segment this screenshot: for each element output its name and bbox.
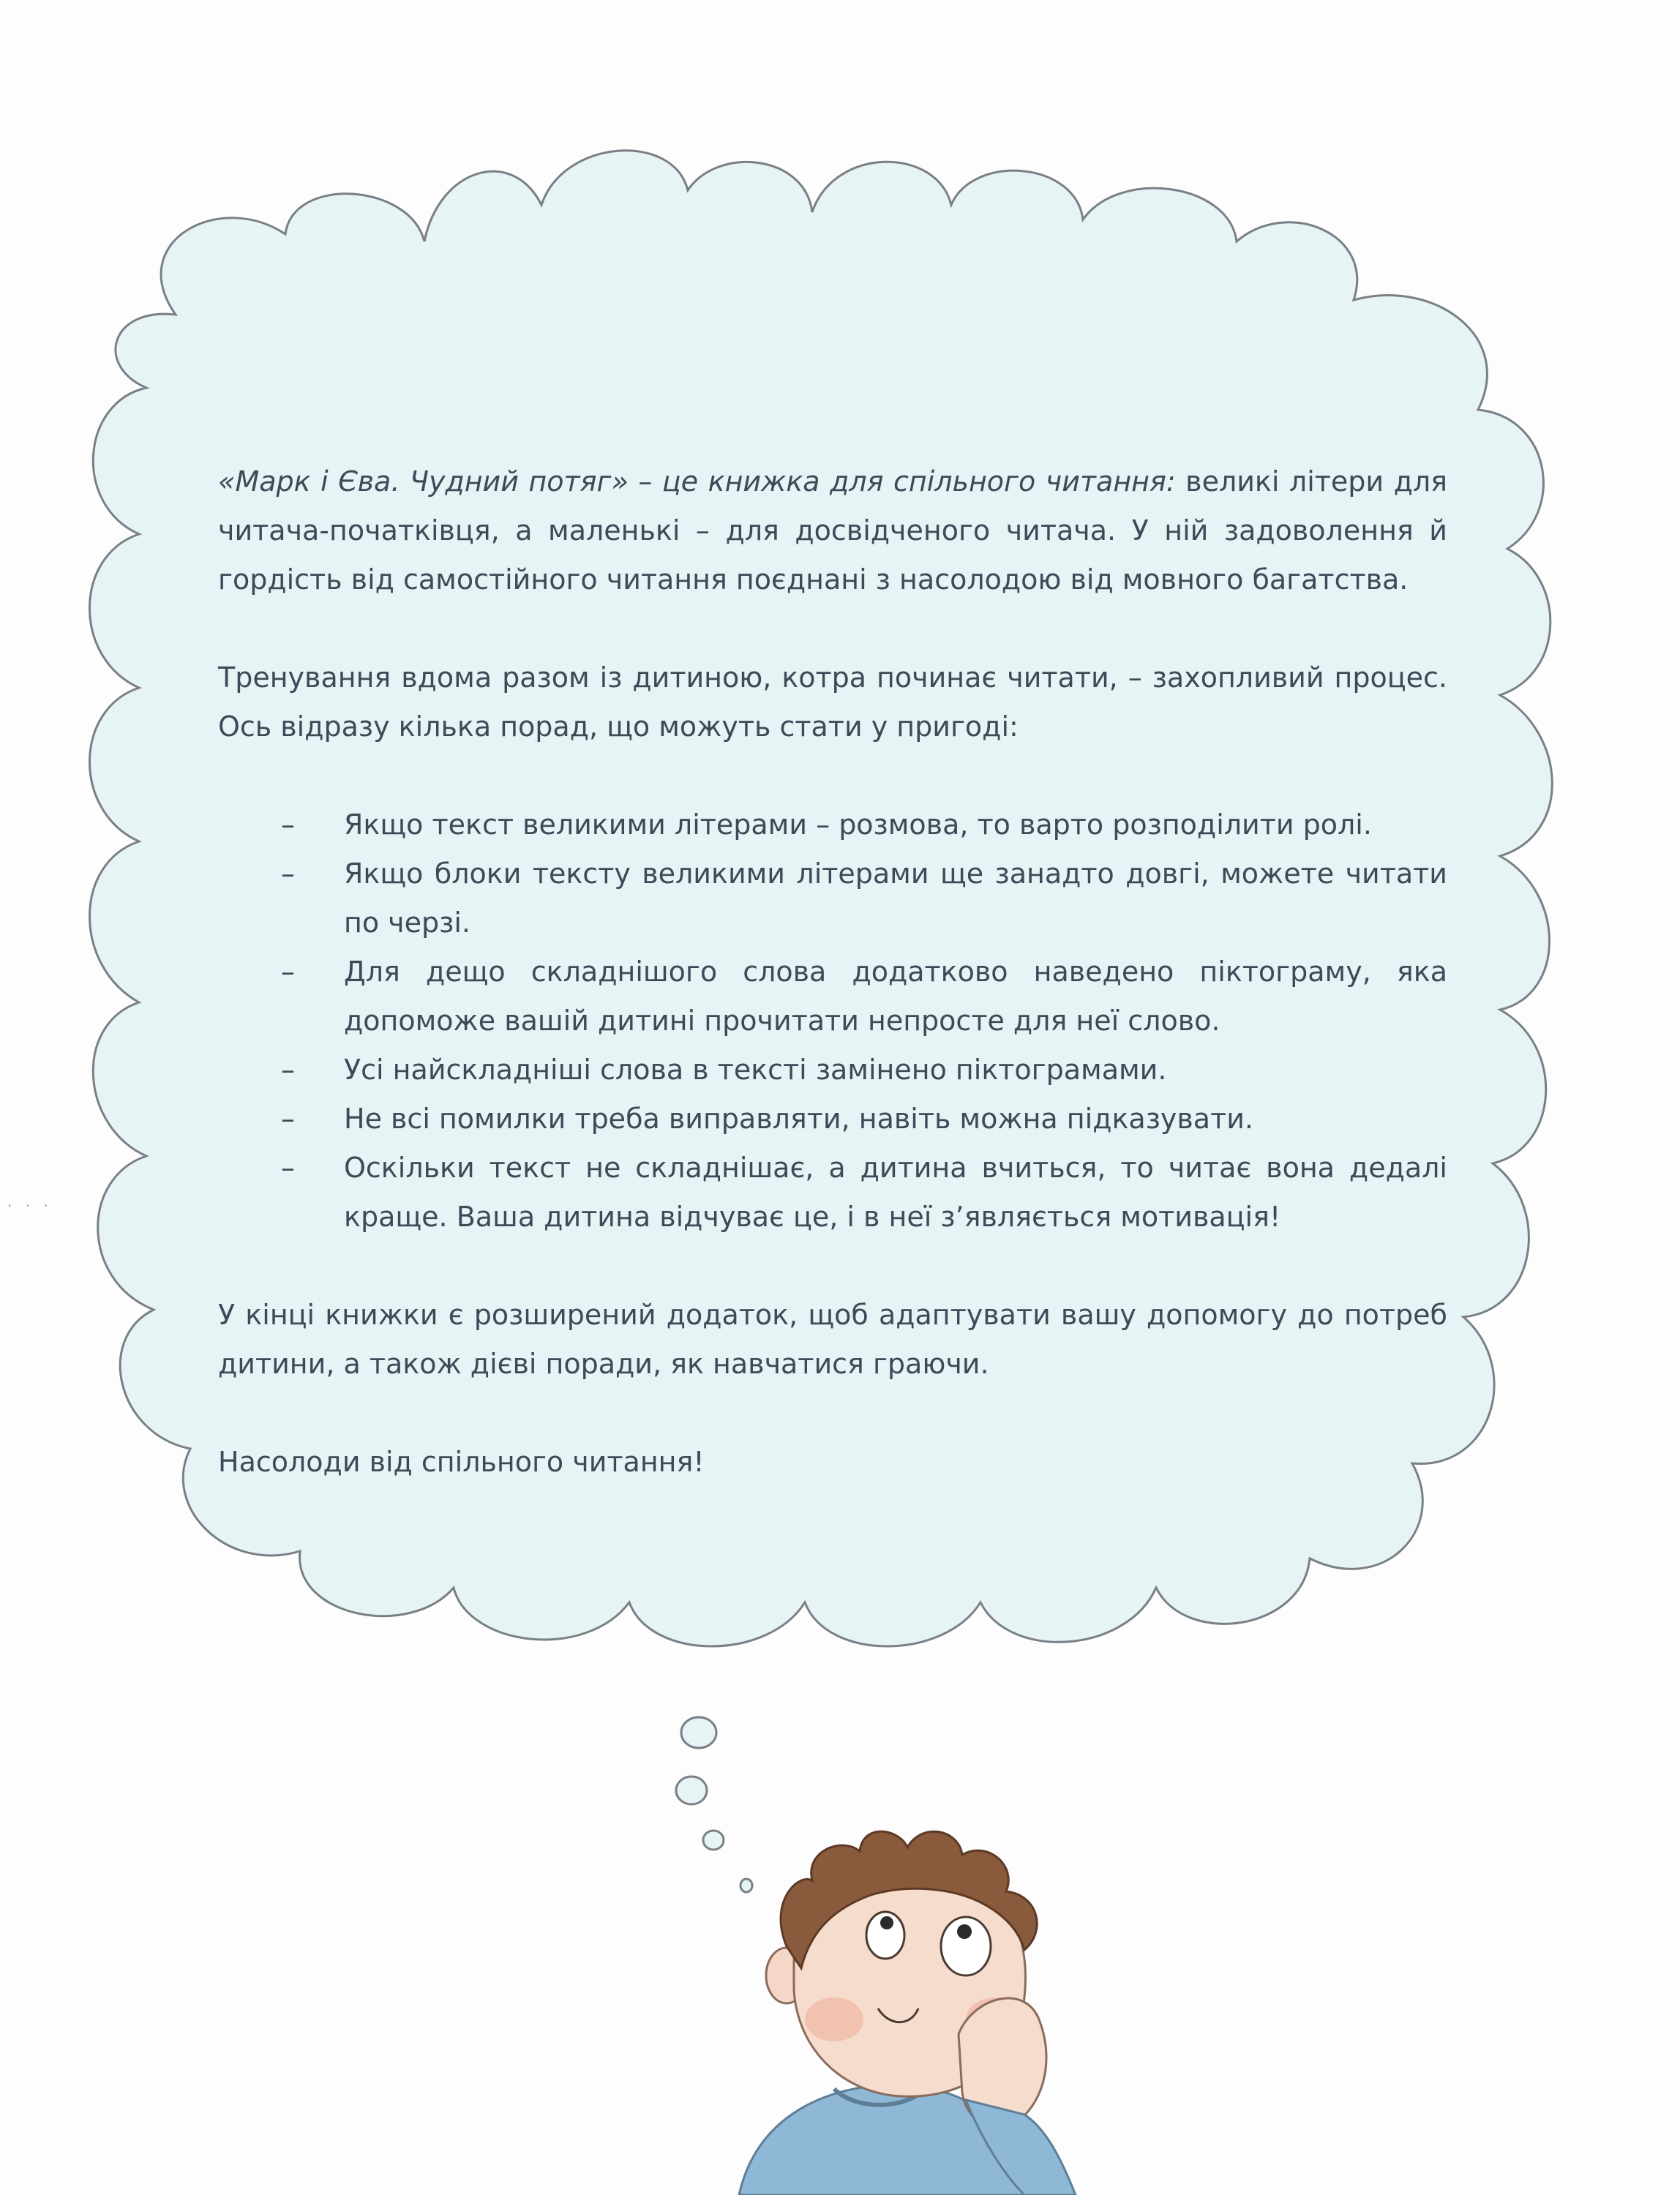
thought-bubble-large bbox=[681, 1717, 716, 1748]
list-item-text: Оскільки текст не складнішає, а дитина вчиться, то читає вона дедалі краще. Ваша дитина відчуває це, і в неї з’являється мотивація! bbox=[344, 1152, 1447, 1233]
list-item bbox=[218, 1046, 1447, 1095]
thought-bubble-tiny bbox=[740, 1879, 752, 1892]
intro-paragraph bbox=[218, 457, 1447, 604]
training-paragraph: Тренування вдома разом із дитиною, котра починає читати, – захопливий процес. Ось відразу кілька порад, що можуть стати у пригоді: bbox=[218, 661, 1447, 743]
intro-text bbox=[218, 457, 1447, 1487]
list-dash: – bbox=[281, 858, 295, 890]
closing-line: Насолоди від спільного читання! bbox=[218, 1446, 705, 1478]
tips-list bbox=[218, 800, 1447, 1242]
list-item bbox=[218, 800, 1447, 849]
list-item-text: Для дещо складнішого слова додатково наведено піктограму, яка допоможе вашій дитині прочитати непросте для неї слово. bbox=[344, 956, 1447, 1037]
list-item-text: Якщо текст великими літерами – розмова, то варто розподілити ролі. bbox=[344, 808, 1372, 841]
thought-bubble-medium bbox=[676, 1776, 707, 1804]
list-item-text: Не всі помилки треба виправляти, навіть можна підказувати. bbox=[344, 1103, 1253, 1135]
boy-cheek-left bbox=[805, 1997, 863, 2041]
list-dash: – bbox=[281, 956, 295, 988]
list-item-text: Якщо блоки тексту великими літерами ще занадто довгі, можете читати по черзі. bbox=[344, 858, 1447, 939]
list-item-text: Усі найскладніші слова в тексті замінено піктограмами. bbox=[344, 1054, 1167, 1086]
edge-marks: . . . bbox=[7, 1193, 53, 1210]
list-dash: – bbox=[281, 808, 295, 841]
list-dash: – bbox=[281, 1103, 295, 1135]
list-item bbox=[218, 1144, 1447, 1242]
intro-rest: великі літери для читача-початківця, а маленькі – для досвідченого читача. У ній задоволення й гордість від самостійного читання поєднані з насолодою від мовного багатства. bbox=[218, 465, 1448, 596]
list-dash: – bbox=[281, 1054, 295, 1086]
boy-pupil-right bbox=[957, 1924, 972, 1939]
list-item bbox=[218, 1095, 1447, 1144]
thought-bubble-small bbox=[703, 1831, 724, 1850]
boy-illustration bbox=[739, 1831, 1076, 2195]
appendix-paragraph: У кінці книжки є розширений додаток, щоб адаптувати вашу допомогу до потреб дитини, а також дієві поради, як навчатися граючи. bbox=[218, 1299, 1447, 1380]
book-title-italic: «Марк і Єва. Чудний потяг» – це книжка для спільного читання: bbox=[218, 465, 1176, 498]
list-item bbox=[218, 849, 1447, 948]
list-dash: – bbox=[281, 1152, 295, 1184]
list-item bbox=[218, 948, 1447, 1046]
boy-pupil-left bbox=[880, 1916, 893, 1929]
